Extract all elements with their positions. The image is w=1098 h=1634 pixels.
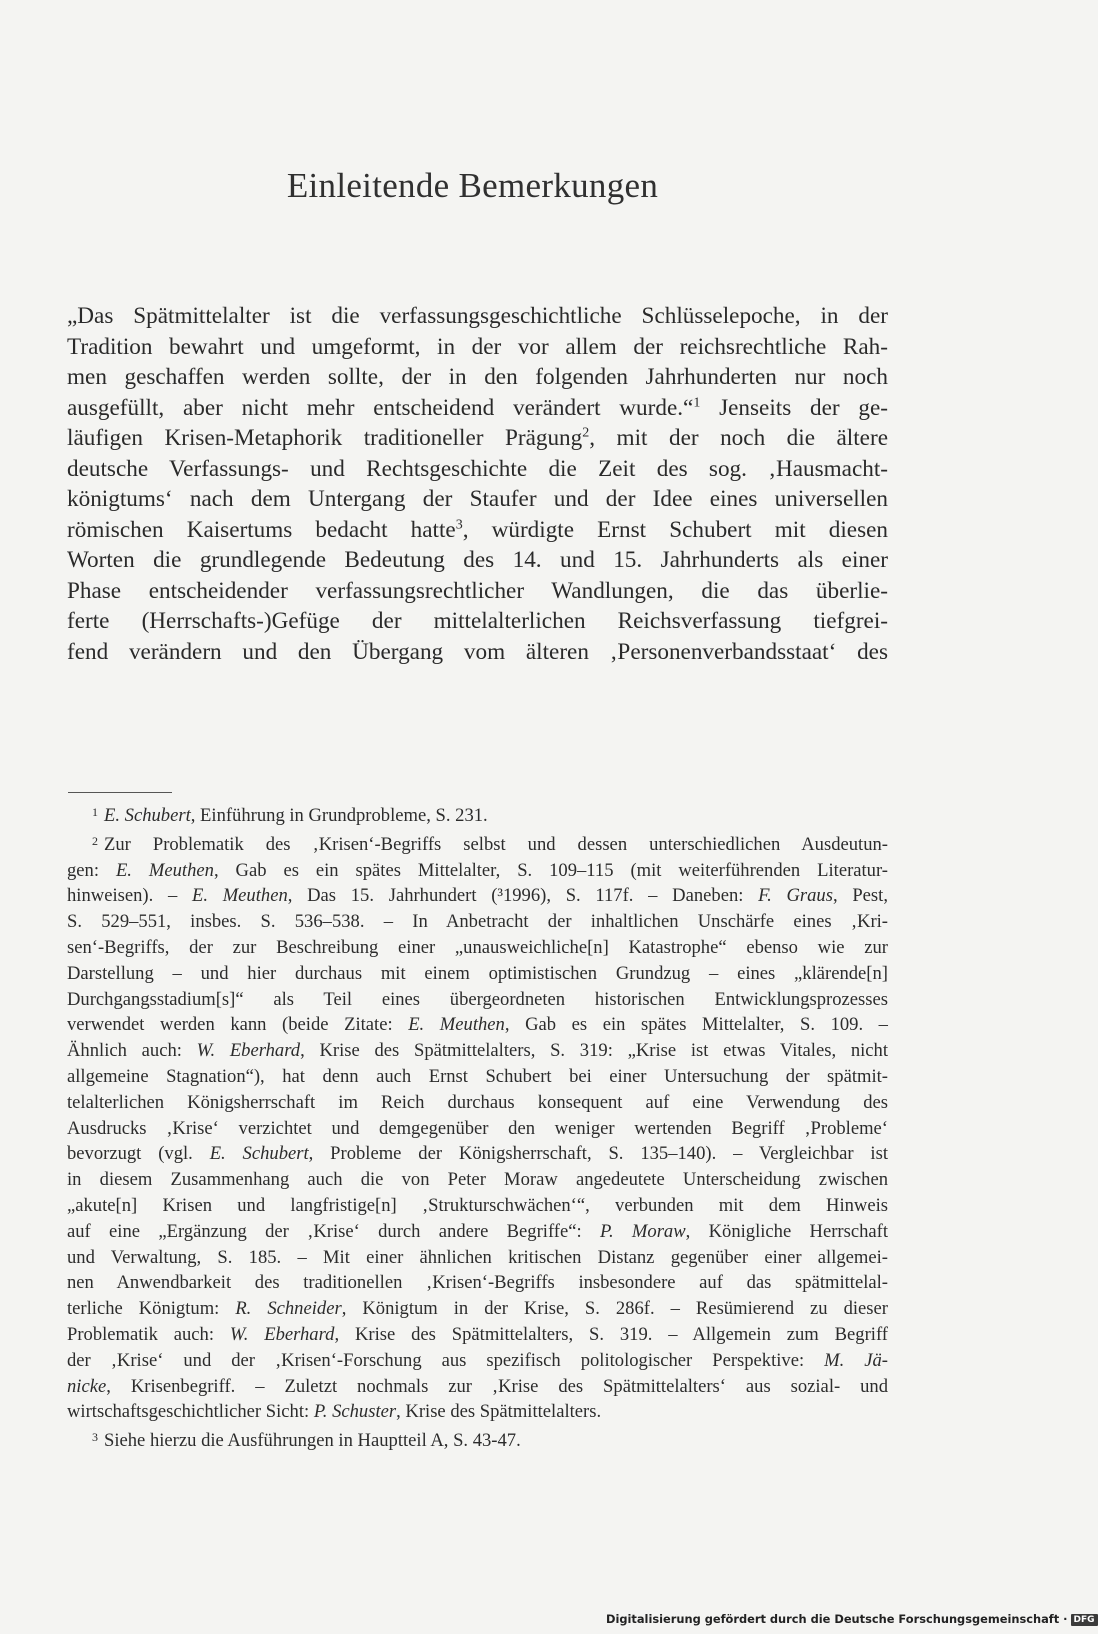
author-name: P. Schuster: [313, 1401, 397, 1423]
footnote-text: hinweisen). –: [67, 885, 192, 907]
footnote-text: Siehe hierzu die Ausführungen in Hauptteil A, S. 43-47.: [104, 1430, 521, 1452]
footnote-line: [67, 1425, 888, 1454]
footnote-text: , Pest,: [832, 885, 888, 907]
footnote-text: , Probleme der Königsherrschaft, S. 135–140). – Vergleichbar ist: [308, 1143, 889, 1165]
footnote-text: auf eine „Ergänzung der ‚Krise‘ durch andere Begriffe“:: [67, 1220, 600, 1242]
footnote-line: [67, 1038, 888, 1064]
body-line: fend verändern und den Übergang vom älteren ‚Personenverbandsstaat‘ des: [67, 638, 888, 665]
author-name: M. Jä-: [824, 1349, 888, 1371]
footnote-text: , Einführung in Grundprobleme, S. 231.: [190, 805, 488, 826]
footnote-text: der ‚Krise‘ und der ‚Krisen‘-Forschung aus spezifisch politologischer Perspektive:: [67, 1349, 825, 1371]
body-line: deutsche Verfassungs- und Rechtsgeschichte die Zeit des sog. ‚Hausmacht-: [67, 455, 888, 482]
footnote-line: [67, 883, 888, 909]
footnote-number: 2: [92, 833, 98, 848]
footnote-number: 1: [92, 805, 98, 819]
footnote-line: [67, 858, 888, 884]
body-text-segment: römischen Kaisertums bedacht hatte: [67, 516, 456, 543]
footnote-text: , Krise des Spätmittelalters, S. 319: „Krise ist etwas Vitales, nicht: [300, 1040, 889, 1062]
author-name: E. Meuthen: [115, 859, 214, 881]
footnote-line: [67, 829, 888, 858]
footnote-line: [67, 1141, 888, 1167]
footnote-line: [67, 1012, 888, 1038]
author-name: E. Schubert: [209, 1143, 309, 1165]
author-name: E. Meuthen: [191, 885, 288, 907]
body-text-segment: ausgefüllt, aber nicht mehr entscheidend verändert wurde.“: [67, 394, 694, 421]
body-line: [67, 423, 888, 454]
footnote-text: Zur Problematik des ‚Krisen‘-Begriffs selbst und dessen unterschiedlichen Ausdeutun-: [104, 833, 888, 855]
footnote-line: [67, 1374, 888, 1400]
footnote-line: sen‘-Begriffs, der zur Beschreibung einer „unausweichliche[n] Katastrophe“ ebenso wie zur: [67, 936, 888, 958]
footnote-ref-3[interactable]: 3: [455, 516, 463, 532]
body-line: [67, 515, 888, 546]
author-name: nicke: [67, 1375, 107, 1397]
body-line: „Das Spätmittelalter ist die verfassungsgeschichtliche Schlüsselepoche, in der: [67, 303, 888, 329]
footnote-text: verwendet werden kann (beide Zitate:: [67, 1014, 409, 1036]
footnote-text: , Gab es ein spätes Mittelalter, S. 109. –: [504, 1014, 888, 1036]
body-line: Worten die grundlegende Bedeutung des 14. und 15. Jahrhunderts als einer: [67, 547, 888, 573]
footnote-ref-2[interactable]: 2: [582, 425, 590, 441]
footnote-line: [67, 1322, 888, 1348]
footnote-line: „akute[n] Krisen und langfristige[n] ‚Strukturschwächen‘“, verbunden mit dem Hinweis: [67, 1194, 888, 1216]
body-line: [67, 393, 888, 424]
footnote-line: [67, 1296, 888, 1322]
body-line: Tradition bewahrt und umgeformt, in der vor allem der reichsrechtliche Rah-: [67, 333, 888, 360]
footnote-line: [67, 1219, 888, 1245]
body-paragraph: [67, 301, 888, 667]
dfg-logo: DFG: [1071, 1614, 1098, 1626]
body-line: Phase entscheidender verfassungsrechtlicher Wandlungen, die das überlie-: [67, 577, 888, 604]
author-name: W. Eberhard: [229, 1323, 335, 1345]
author-name: P. Moraw: [599, 1220, 686, 1242]
author-name: E. Schubert: [104, 805, 191, 826]
author-name: E. Meuthen: [408, 1014, 505, 1036]
author-name: W. Eberhard: [196, 1040, 301, 1062]
footnote-text: Problematik auch:: [67, 1323, 230, 1345]
footnote-line: [67, 1399, 888, 1425]
footnote-number: 3: [92, 1430, 98, 1445]
footnote-text: , Krisenbegriff. – Zuletzt nochmals zur ‚Krise des Spätmittelalters‘ aus sozial- und: [106, 1375, 888, 1397]
footnote-line: S. 529–551, insbes. S. 536–538. – In Anbetracht der inhaltlichen Unschärfe eines ‚Kri-: [67, 911, 888, 933]
body-text-segment: Jenseits der ge-: [719, 394, 888, 421]
footnote-3: [67, 1425, 888, 1454]
footnote-text: gen:: [67, 859, 116, 881]
footnote-text: Ähnlich auch:: [67, 1040, 197, 1062]
footnote-line: nen Anwendbarkeit des traditionellen ‚Krisen‘-Begriffs insbesondere auf das spätmittelal-: [67, 1272, 888, 1294]
footnote-line: telalterlichen Königsherrschaft im Reich durchaus konsequent auf eine Verwendung des: [67, 1091, 888, 1113]
footnote-text: wirtschaftsgeschichtlicher Sicht:: [67, 1401, 314, 1423]
footnote-line: Ausdrucks ‚Krise‘ verzichtet und demgegenüber den weniger wertenden Begriff ‚Probleme‘: [67, 1117, 888, 1139]
footnote-text: , Gab es ein spätes Mittelalter, S. 109–115 (mit weiterführenden Literatur-: [213, 859, 888, 881]
footnote-line: und Verwaltung, S. 185. – Mit einer ähnlichen kritischen Distanz gegenüber einer allgemei-: [67, 1246, 888, 1268]
author-name: F. Graus: [758, 885, 833, 907]
body-text-segment: läufigen Krisen-Metaphorik traditioneller Prägung: [67, 425, 583, 451]
footnote-ref-1[interactable]: 1: [693, 394, 701, 410]
footnote-line: allgemeine Stagnation“), hat denn auch Ernst Schubert bei einer Untersuchung der spätmit-: [67, 1065, 888, 1087]
body-line: königtums‘ nach dem Untergang der Staufer und der Idee eines universellen: [67, 486, 888, 512]
footnote-text: , Königtum in der Krise, S. 286f. – Resümierend zu dieser: [341, 1298, 888, 1320]
footnote-divider: [68, 792, 172, 793]
digitization-credit: [606, 1612, 1095, 1630]
footnote-line: Durchgangsstadium[s]“ als Teil eines übergeordneten historischen Entwicklungsprozesses: [67, 988, 888, 1010]
body-line: ferte (Herrschafts-)Gefüge der mittelalterlichen Reichsverfassung tiefgrei-: [67, 608, 888, 634]
credit-text: Digitalisierung gefördert durch die Deutsche Forschungsgemeinschaft ·: [606, 1612, 1068, 1626]
footnote-text: , Krise des Spätmittelalters, S. 319. – Allgemein zum Begriff: [334, 1323, 888, 1345]
footnote-line: Darstellung – und hier durchaus mit einem optimistischen Grundzug – eines „klärende[n]: [67, 962, 888, 984]
footnote-line: [67, 800, 888, 829]
footnote-text: terliche Königtum:: [67, 1298, 236, 1320]
footnote-text: , Das 15. Jahrhundert (³1996), S. 117f. – Daneben:: [287, 885, 759, 907]
footnote-text: bevorzugt (vgl.: [67, 1143, 210, 1165]
body-line: men geschaffen werden sollte, der in den folgenden Jahrhunderten nur noch: [67, 364, 888, 390]
footnote-line: [67, 1348, 888, 1374]
chapter-title: Einleitende Bemerkungen: [286, 166, 659, 205]
footnote-text: , Krise des Spätmittelalters.: [396, 1401, 602, 1423]
footnotes: [67, 800, 888, 1454]
footnote-2: [67, 829, 888, 1425]
footnote-line: in diesem Zusammenhang auch die von Peter Moraw angedeutete Unterscheidung zwischen: [67, 1169, 888, 1191]
author-name: R. Schneider: [235, 1298, 342, 1320]
footnote-text: , Königliche Herrschaft: [685, 1220, 888, 1242]
footnote-1: [67, 800, 888, 829]
body-text-segment: , würdigte Ernst Schubert mit diesen: [462, 516, 888, 543]
body-text-segment: , mit der noch die ältere: [589, 425, 888, 451]
